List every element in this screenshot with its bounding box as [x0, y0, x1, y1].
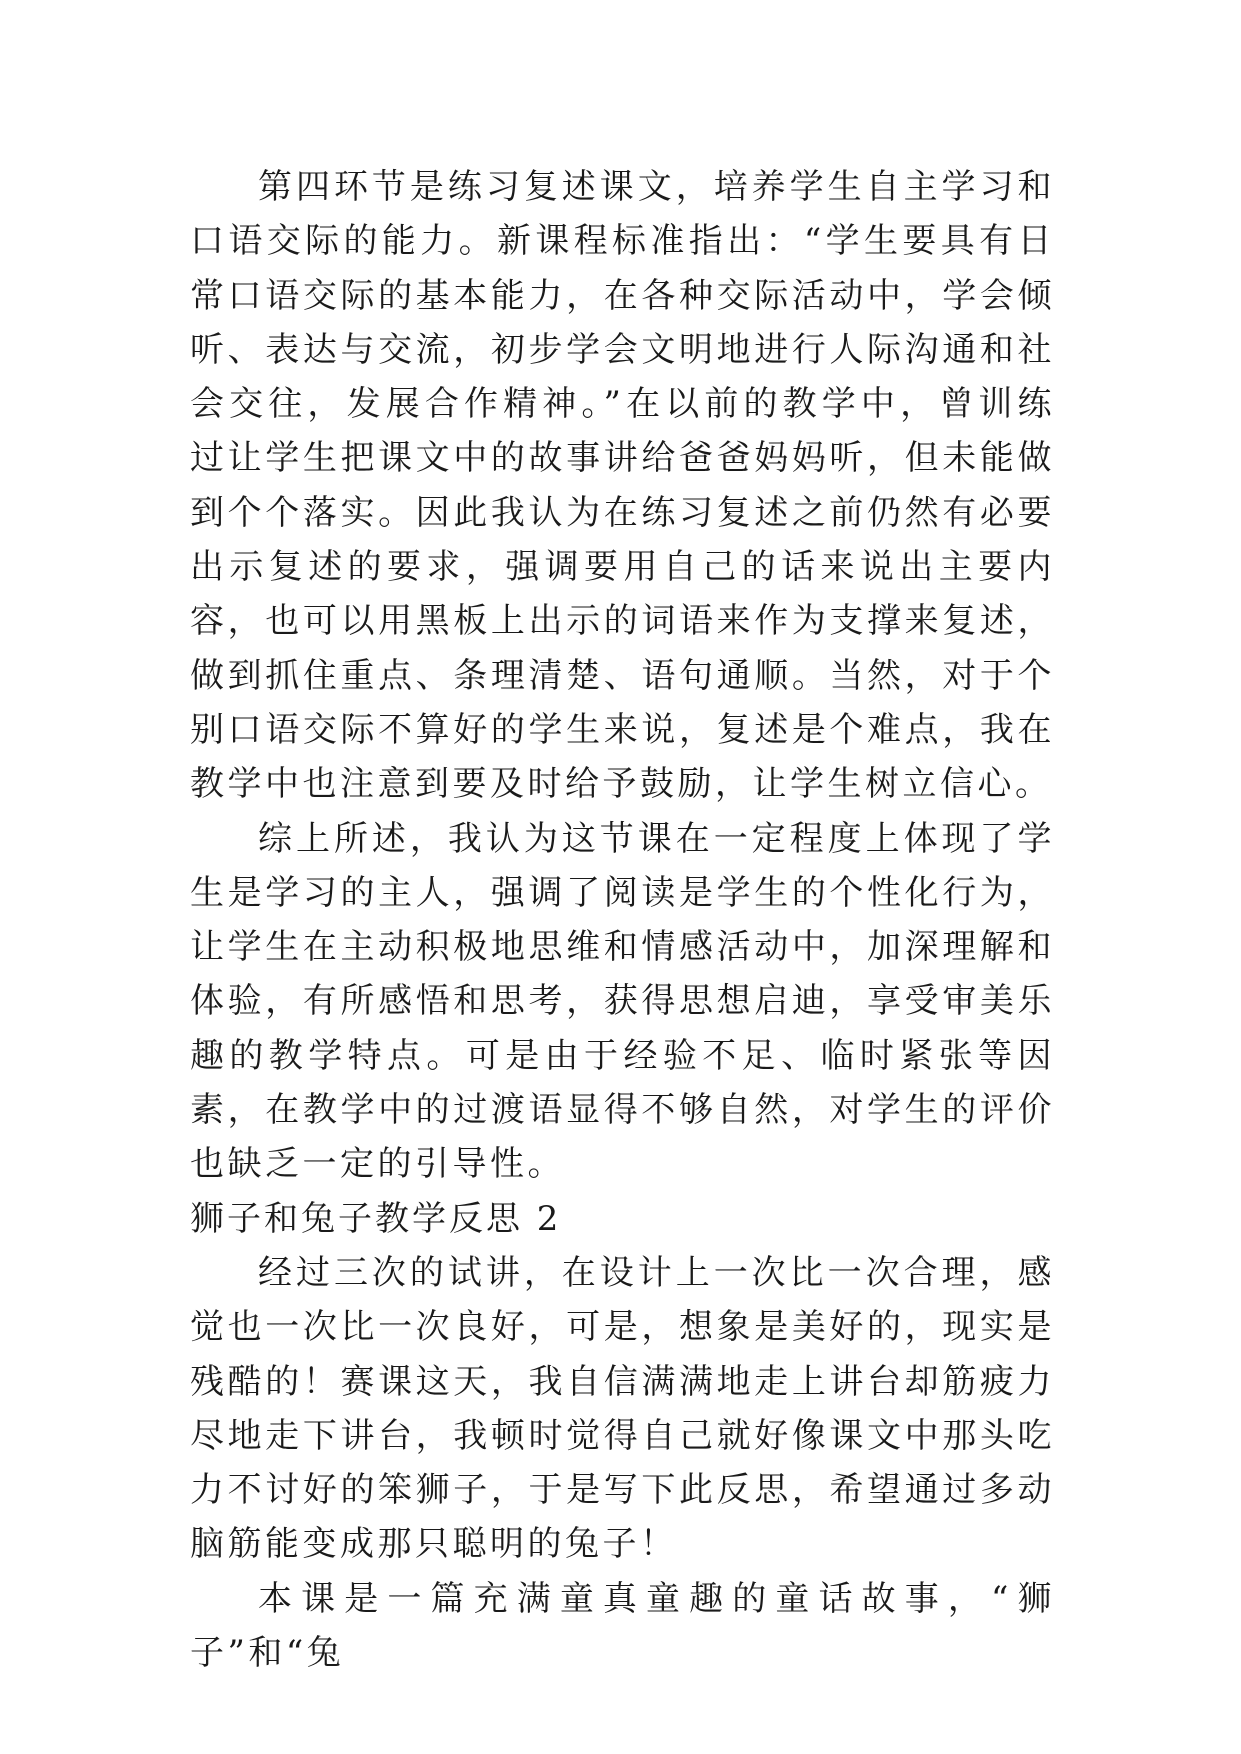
paragraph-lesson-intro: 本课是一篇充满童真童趣的童话故事，“狮子”和“兔	[190, 1578, 1055, 1674]
document-body	[190, 160, 1055, 1680]
paragraph-summary: 综上所述，我认为这节课在一定程度上体现了学生是学习的主人，强调了阅读是学生的个性化行为，让学生在主动积极地思维和情感活动中，加深理解和体验，有所感悟和思考，获得思想启迪，享受审美乐趣的教学特点。可是由于经验不足、临时紧张等因素，在教学中的过渡语显得不够自然，对学生的评价也缺乏一定的引导性。	[190, 818, 1055, 1185]
section-heading: 狮子和兔子教学反思 2	[190, 1198, 562, 1239]
paragraph-trial-lectures: 经过三次的试讲，在设计上一次比一次合理，感觉也一次比一次良好，可是，想象是美好的，现实是残酷的！赛课这天，我自信满满地走上讲台却筋疲力尽地走下讲台，我顿时觉得自己就好像课文中那头吃力不讨好的笨狮子，于是写下此反思，希望通过多动脑筋能变成那只聪明的兔子！	[190, 1252, 1055, 1565]
paragraph-retelling: 第四环节是练习复述课文，培养学生自主学习和口语交际的能力。新课程标准指出：“学生要具有日常口语交际的基本能力，在各种交际活动中，学会倾听、表达与交流，初步学会文明地进行人际沟通和社会交往，发展合作精神。”在以前的教学中，曾训练过让学生把课文中的故事讲给爸爸妈妈听，但未能做到个个落实。因此我认为在练习复述之前仍然有必要出示复述的要求，强调要用自己的话来说出主要内容，也可以用黑板上出示的词语来作为支撑来复述，做到抓住重点、条理清楚、语句通顺。当然，对于个别口语交际不算好的学生来说，复述是个难点，我在教学中也注意到要及时给予鼓励，让学生树立信心。	[190, 167, 1055, 805]
